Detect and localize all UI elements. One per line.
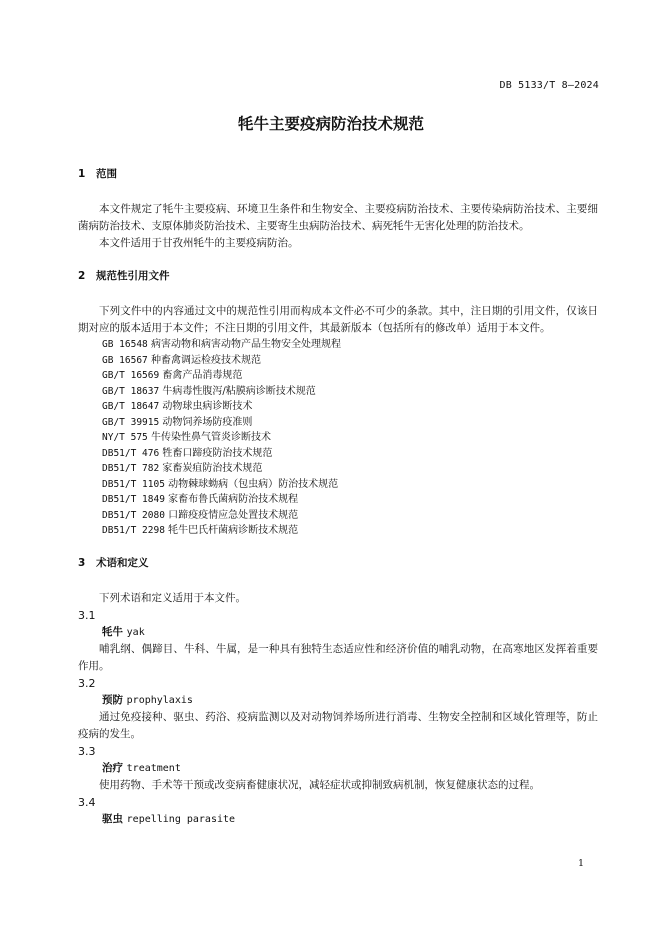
section-title: 范围 [96, 168, 117, 180]
reference-code: DB51/T 1849 [102, 494, 165, 505]
paragraph: 下列术语和定义适用于本文件。 [99, 591, 246, 604]
reference-item [78, 415, 598, 431]
reference-item [78, 353, 598, 369]
reference-code: DB51/T 2298 [102, 525, 165, 536]
reference-name: 牲畜口蹄疫防治技术规范 [162, 447, 273, 459]
section-number: 2 [78, 270, 86, 282]
reference-name: 动物棘球蚴病（包虫病）防治技术规范 [168, 478, 339, 490]
reference-name: 动物饲养场防疫准则 [162, 416, 253, 428]
term-name [78, 760, 598, 777]
reference-code: DB51/T 1105 [102, 478, 165, 490]
term-number: 3.2 [78, 676, 96, 690]
section-number: 1 [78, 168, 86, 180]
reference-item [78, 492, 598, 508]
reference-item [78, 446, 598, 462]
reference-item [78, 461, 598, 477]
paragraph: 下列文件中的内容通过文中的规范性引用而构成本文件必不可少的条款。其中，注日期的引用文件，仅该日期对应的版本适用于本文件；不注日期的引用文件，其最新版本（包括所有的修改单）适用于本文件。 [78, 305, 598, 334]
term-definition: 使用药物、手术等干预或改变病畜健康状况，减轻症状或抑制致病机制，恢复健康状态的过程。 [99, 778, 540, 791]
reference-item [78, 384, 598, 400]
reference-code: DB51/T 476 [102, 447, 160, 459]
reference-name: 牛病毒性腹泻/粘膜病诊断技术规范 [162, 385, 316, 397]
term-en: repelling parasite [126, 813, 236, 825]
term-en: prophylaxis [126, 694, 193, 706]
reference-list [78, 337, 598, 539]
doc-code: DB 5133/T 8—2024 [499, 80, 599, 91]
reference-name: 动物球虫病诊断技术 [162, 401, 253, 412]
reference-name: 病害动物和病害动物产品生物安全处理规程 [150, 339, 341, 350]
reference-name: 家畜布鲁氏菌病防治技术规程 [168, 494, 299, 505]
section-heading-3 [78, 555, 598, 572]
section-heading-1 [78, 166, 598, 183]
term-number: 3.1 [78, 608, 96, 622]
reference-code: GB/T 16569 [102, 370, 160, 381]
paragraph: 本文件适用于甘孜州牦牛的主要疫病防治。 [99, 237, 299, 249]
term-number: 3.3 [78, 744, 96, 758]
term-number: 3.4 [78, 795, 96, 809]
section-title: 规范性引用文件 [96, 270, 170, 282]
reference-item [78, 508, 598, 524]
reference-code: NY/T 575 [102, 432, 148, 443]
reference-item [78, 430, 598, 446]
reference-code: DB51/T 2080 [102, 509, 165, 521]
term-zh: 治疗 [102, 761, 123, 774]
term-name [78, 624, 598, 641]
term-en: yak [126, 626, 145, 638]
document-title: 牦牛主要疫病防治技术规范 [237, 115, 424, 133]
reference-name: 家畜炭疽防治技术规范 [162, 463, 263, 474]
term-name [78, 811, 598, 828]
document-body [78, 166, 598, 828]
term-en: treatment [126, 762, 181, 774]
term-name [78, 692, 598, 709]
reference-code: GB 16567 [102, 354, 148, 366]
reference-name: 种畜禽调运检疫技术规范 [150, 354, 261, 366]
reference-code: GB/T 18647 [102, 401, 160, 412]
reference-name: 畜禽产品消毒规范 [162, 370, 243, 381]
term-zh: 预防 [102, 693, 123, 706]
term-definition: 哺乳纲、偶蹄目、牛科、牛属，是一种具有独特生态适应性和经济价值的哺乳动物，在高寒地区发挥着重要作用。 [78, 642, 598, 672]
term-zh: 牦牛 [102, 625, 123, 638]
paragraph: 本文件规定了牦牛主要疫病、环境卫生条件和生物安全、主要疫病防治技术、主要传染病防治技术、主要细菌病防治技术、支原体肺炎防治技术、主要寄生虫病防治技术、病死牦牛无害化处理的防治技术。 [78, 203, 598, 232]
reference-item [78, 523, 598, 539]
reference-code: DB51/T 782 [102, 463, 160, 474]
reference-name: 牛传染性鼻气管炎诊断技术 [150, 432, 271, 443]
reference-item [78, 368, 598, 384]
page-number: 1 [577, 858, 584, 869]
section-number: 3 [78, 556, 86, 569]
reference-code: GB/T 18637 [102, 385, 160, 397]
reference-code: GB/T 39915 [102, 416, 160, 428]
reference-item [78, 399, 598, 415]
term-zh: 驱虫 [102, 812, 123, 825]
section-heading-2 [78, 268, 598, 285]
section-title: 术语和定义 [96, 556, 149, 569]
term-definition: 通过免疫接种、驱虫、药浴、疫病监测以及对动物饲养场所进行消毒、生物安全控制和区域化管理等，防止疫病的发生。 [78, 710, 598, 740]
reference-item [78, 337, 598, 353]
reference-code: GB 16548 [102, 339, 148, 350]
reference-item [78, 477, 598, 493]
reference-name: 牦牛巴氏杆菌病诊断技术规范 [168, 525, 299, 536]
reference-name: 口蹄疫疫情应急处置技术规范 [168, 509, 299, 521]
